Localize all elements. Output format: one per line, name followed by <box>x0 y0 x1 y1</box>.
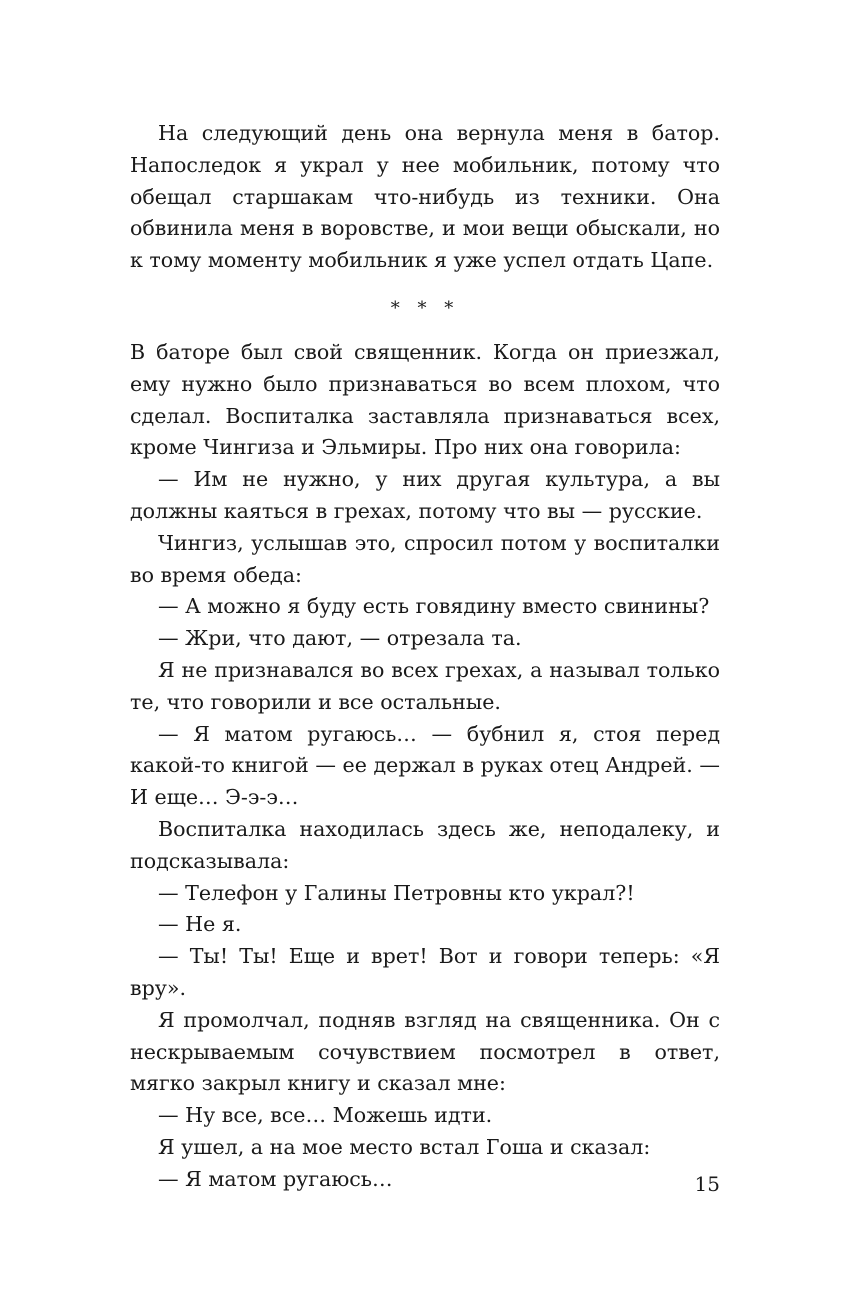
paragraph: — Ну все, все… Можешь идти. <box>158 1103 493 1128</box>
section-separator: * * * <box>390 297 460 319</box>
paragraph: Я промолчал, подняв взгляд на священника. Он с нескрываемым сочувствием посмотрел в ответ, мягко закрыл книгу и сказал мне: <box>130 1007 720 1096</box>
paragraph: Чингиз, услышав это, спросил потом у воспиталки во время обеда: <box>130 530 720 587</box>
paragraph: — Телефон у Галины Петровны кто украл?! <box>158 880 635 905</box>
paragraph: Я не признавался во всех грехах, а называл только те, что говорили и все остальные. <box>130 657 720 714</box>
paragraph: На следующий день она вернула меня в батор. Напоследок я украл у нее мобильник, потому что обещал старшакам что-нибудь из техники. Она обвинила меня в воровстве, и мои вещи обыскали, но к тому моменту мобильник я уже успел отдать Цапе. <box>130 121 720 273</box>
paragraph: — Им не нужно, у них другая культура, а вы должны каяться в грехах, потому что вы — русские. <box>130 467 720 523</box>
paragraph: В баторе был свой священник. Когда он приезжал, ему нужно было признаваться во всем плохом, что сделал. Воспиталка заставляла признаваться всех, кроме Чингиза и Эльмиры. Про них она говорила: <box>130 339 720 460</box>
paragraph: Воспиталка находилась здесь же, неподалеку, и подсказывала: <box>130 816 720 873</box>
page-body <box>130 118 720 1196</box>
paragraph: — Не я. <box>158 912 242 937</box>
page-number: 15 <box>694 1172 720 1196</box>
paragraph: — Я матом ругаюсь… — бубнил я, стоя перед какой-то книгой — ее держал в руках отец Андрей. — И еще… Э-э-э… <box>130 721 720 810</box>
paragraph: — Я матом ругаюсь… <box>158 1166 393 1191</box>
paragraph: Я ушел, а на мое место встал Гоша и сказал: <box>158 1134 651 1159</box>
paragraph: — А можно я буду есть говядину вместо свинины? <box>158 594 710 619</box>
paragraph: — Ты! Ты! Еще и врет! Вот и говори теперь: «Я вру». <box>130 944 720 1000</box>
paragraph: — Жри, что дают, — отрезала та. <box>158 626 522 651</box>
